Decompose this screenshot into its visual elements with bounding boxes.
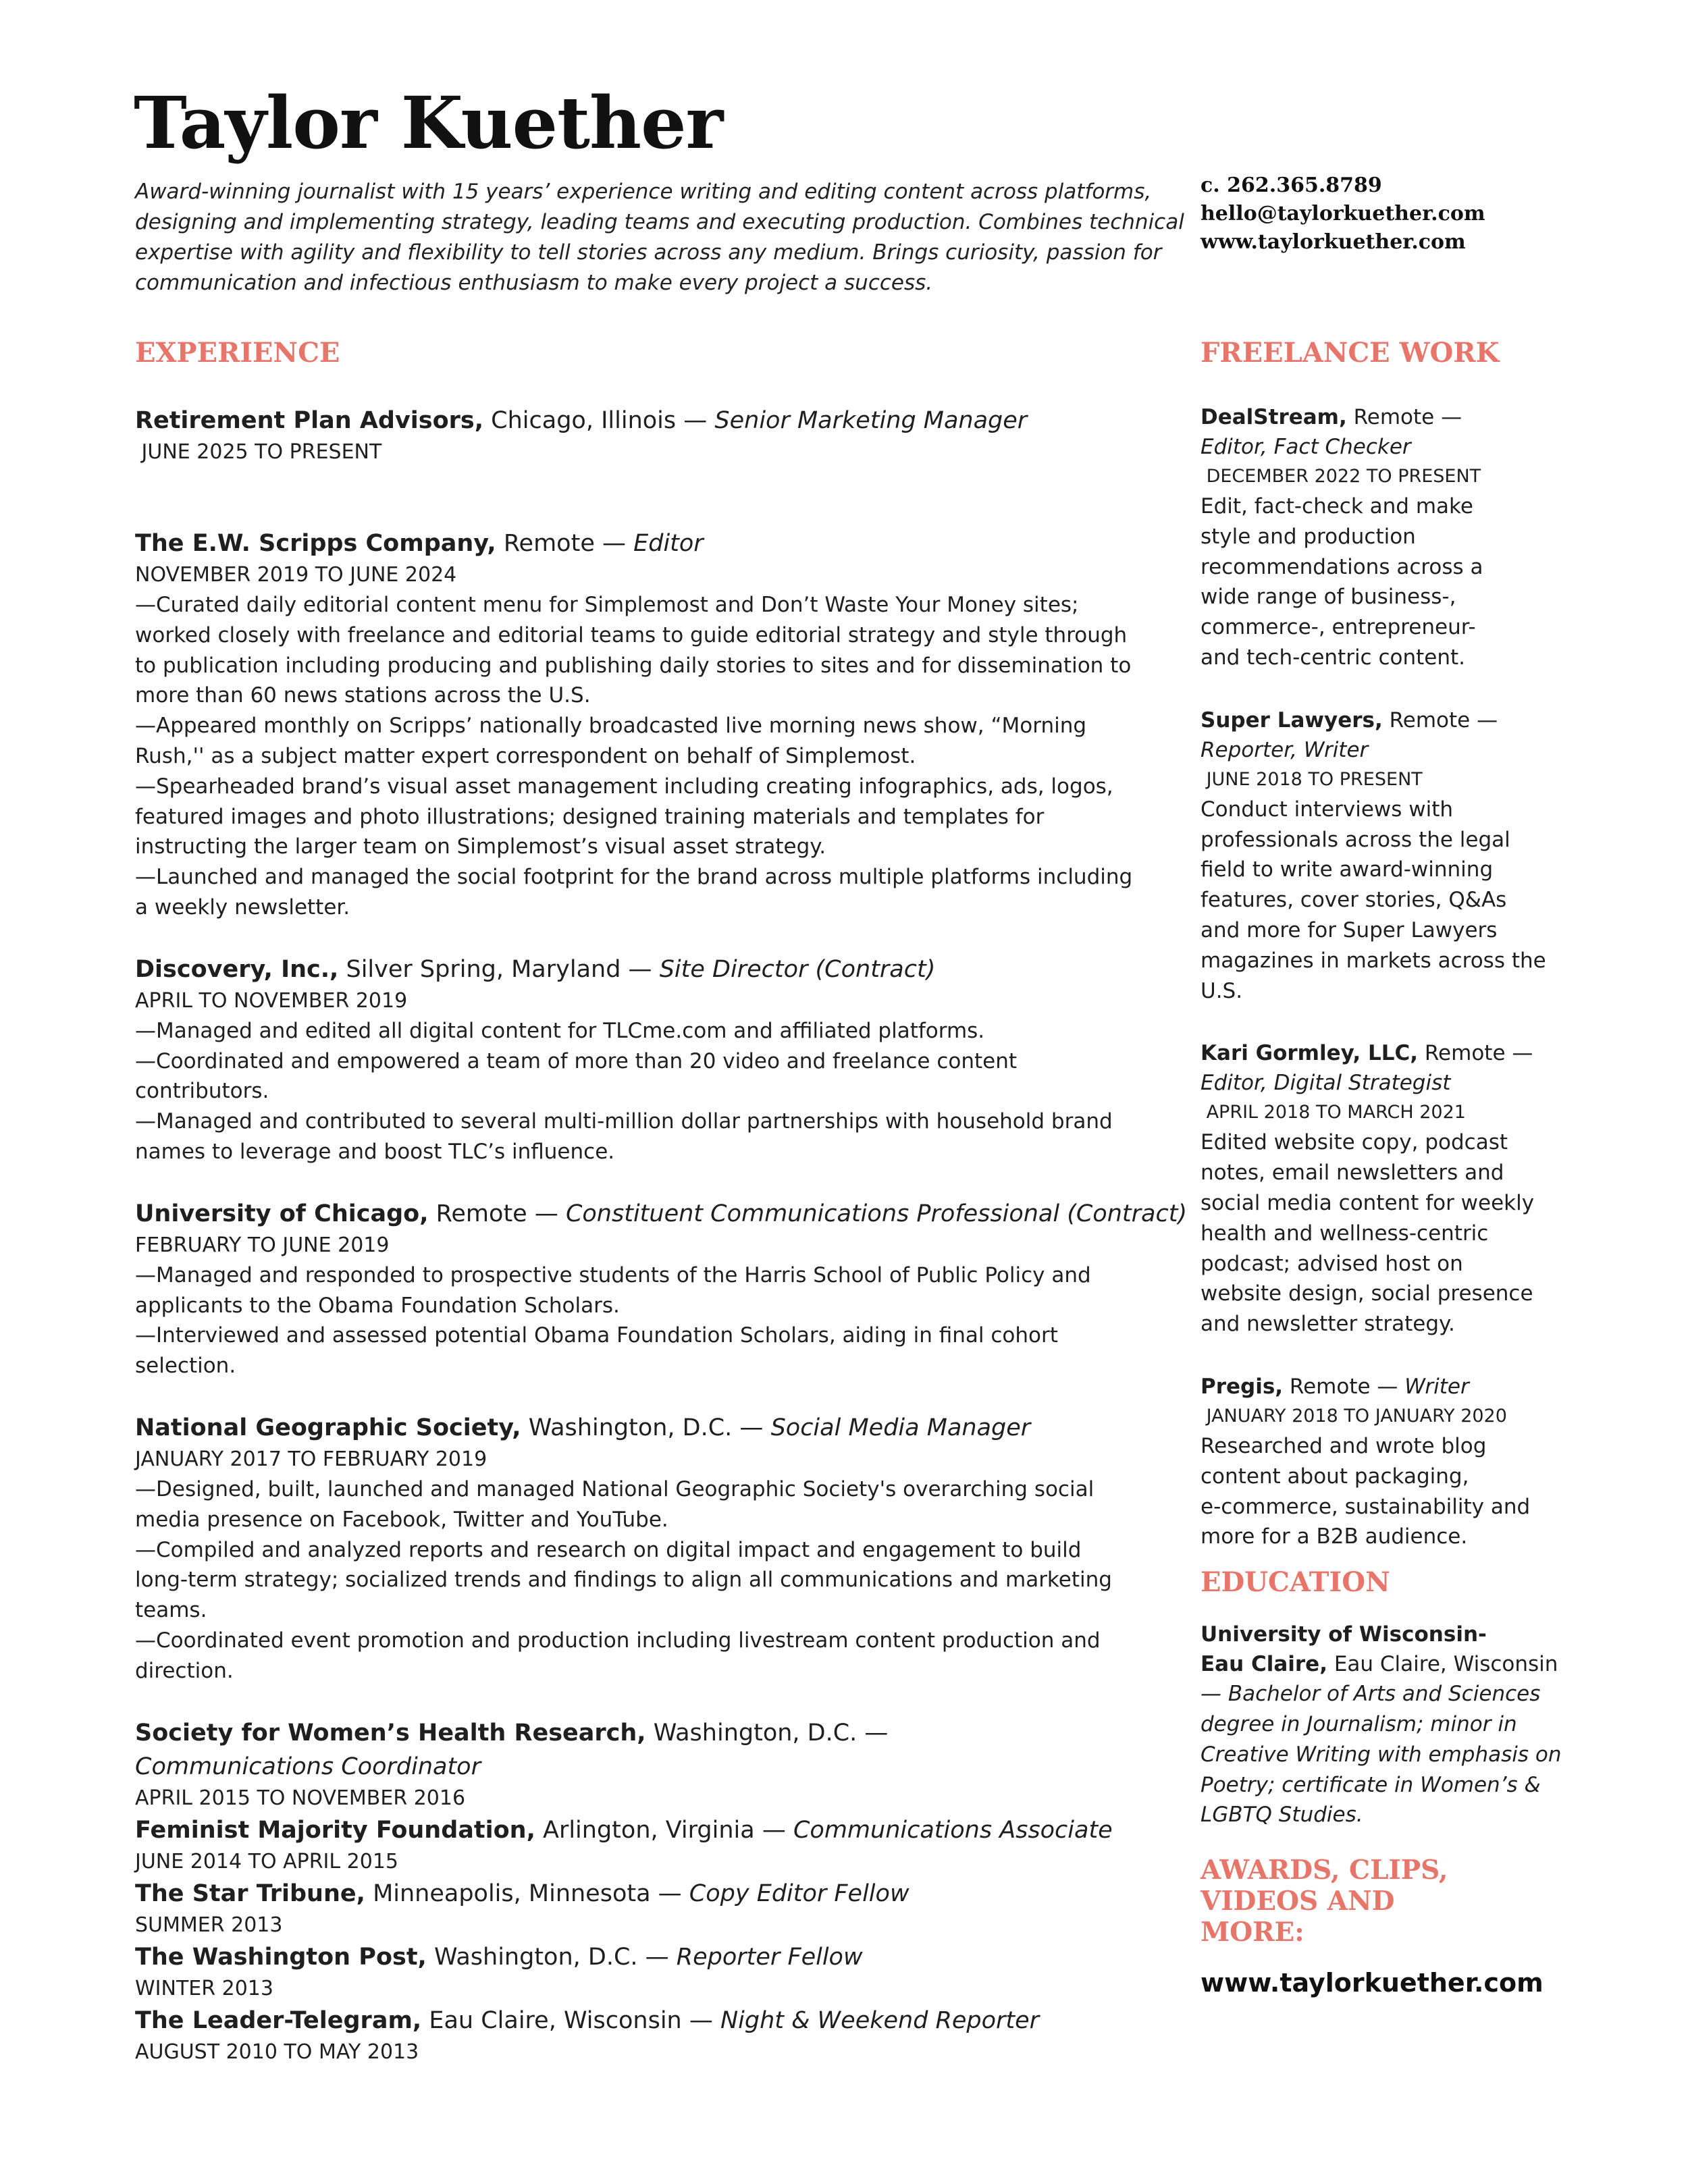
freelance-client: Pregis, (1201, 1374, 1284, 1399)
job-location: Eau Claire, Wisconsin — (421, 2006, 720, 2034)
job-header (135, 404, 1134, 437)
freelance-entry (1201, 705, 1579, 1007)
school-header (1201, 1649, 1579, 1679)
freelance-location: Remote — (1418, 1041, 1533, 1066)
freelance-description-line: style and production (1201, 524, 1416, 549)
freelance-description-line: field to write award-winning (1201, 857, 1494, 882)
summary-line: Award-winning journalist with 15 years’ experience writing and editing content across platforms, (135, 180, 1152, 204)
job-role: Editor (633, 530, 704, 557)
summary-line: designing and implementing strategy, leading teams and executing production. Combines technical (135, 210, 1184, 234)
job-organization: The Star Tribune, (135, 1880, 365, 1907)
job-description-line: direction. (135, 1658, 234, 1683)
job-entry (135, 2004, 1134, 2067)
job-entry (135, 527, 1134, 923)
job-dates: JUNE 2025 TO PRESENT (135, 440, 382, 464)
job-location: Remote — (496, 530, 634, 557)
freelance-description-line: content about packaging, (1201, 1464, 1469, 1489)
job-header (135, 1197, 1188, 1231)
job-description-line: worked closely with freelance and editorial teams to guide editorial strategy and style through (135, 622, 1128, 647)
job-description-line: —Appeared monthly on Scripps’ nationally broadcasted live morning news show, “Morning (135, 714, 1087, 739)
job-entry (135, 1940, 1134, 2004)
job-role: Constituent Communications Professional (Contract) (565, 1200, 1188, 1227)
job-description-line: —Interviewed and assessed potential Obama Foundation Scholars, aiding in final cohort (135, 1323, 1058, 1348)
freelance-location: Remote — (1346, 405, 1462, 429)
freelance-description-line: features, cover stories, Q&As (1201, 888, 1507, 913)
freelance-description-line: e-commerce, sustainability and (1201, 1494, 1531, 1519)
job-entry (135, 1197, 1188, 1381)
freelance-header (1201, 402, 1579, 432)
summary-line: communication and infectious enthusiasm to make every project a success. (135, 271, 933, 295)
awards-heading-line: MORE: (1201, 1917, 1304, 1948)
job-organization: Feminist Majority Foundation, (135, 1816, 535, 1844)
job-entry (135, 1877, 1134, 1940)
job-description-line: a weekly newsletter. (135, 895, 350, 920)
freelance-role: Reporter, Writer (1201, 737, 1369, 762)
job-organization: University of Chicago, (135, 1200, 429, 1227)
job-entry (135, 1411, 1134, 1686)
job-description-line: to publication including producing and publishing daily stories to sites and for dissemination to (135, 653, 1132, 678)
job-role: Reporter Fellow (676, 1943, 863, 1971)
job-location: Washington, D.C. — (645, 1719, 889, 1747)
freelance-entry (1201, 402, 1579, 673)
job-entry (135, 1813, 1134, 1877)
job-description-line: —Managed and contributed to several multi-million dollar partnerships with household brand (135, 1109, 1113, 1134)
job-role: Site Director (Contract) (659, 955, 936, 983)
freelance-role: Editor, Digital Strategist (1201, 1071, 1451, 1096)
freelance-dates: JUNE 2018 TO PRESENT (1201, 768, 1423, 790)
freelance-description-line: and more for Super Lawyers (1201, 917, 1498, 942)
job-header (135, 1411, 1134, 1445)
job-description-line: contributors. (135, 1079, 269, 1104)
freelance-description (1201, 491, 1579, 673)
freelance-header (1201, 705, 1579, 735)
freelance-dates: DECEMBER 2022 TO PRESENT (1201, 466, 1481, 487)
job-organization: The Leader-Telegram, (135, 2006, 422, 2034)
freelance-description-line: podcast; advised host on (1201, 1251, 1463, 1276)
email-address[interactable]: hello@taylorkuether.com (1201, 202, 1485, 225)
job-description-line: Rush,'' as a subject matter expert correspondent on behalf of Simplemost. (135, 743, 916, 768)
job-header (135, 527, 1134, 560)
job-dates: JUNE 2014 TO APRIL 2015 (135, 1849, 398, 1873)
freelance-client: Super Lawyers, (1201, 708, 1383, 733)
freelance-description-line: wide range of business-, (1201, 585, 1456, 610)
job-header (135, 1813, 1134, 1847)
freelance-description-line: website design, social presence (1201, 1281, 1533, 1306)
job-role: Social Media Manager (770, 1414, 1031, 1441)
freelance-description-line: and tech-centric content. (1201, 645, 1465, 670)
freelance-client: DealStream, (1201, 405, 1347, 429)
degree-line: degree in Journalism; minor in (1201, 1711, 1517, 1736)
job-description-line: teams. (135, 1598, 207, 1623)
job-description-line: —Managed and responded to prospective students of the Harris School of Public Policy and (135, 1262, 1091, 1287)
job-header (135, 1877, 1134, 1911)
job-entry (135, 953, 1134, 1167)
job-organization: The Washington Post, (135, 1943, 427, 1971)
freelance-description-line: more for a B2B audience. (1201, 1524, 1468, 1549)
freelance-description-line: recommendations across a (1201, 554, 1483, 579)
job-description-line: —Designed, built, launched and managed National Geographic Society's overarching social (135, 1476, 1094, 1501)
freelance-description-line: health and wellness-centric (1201, 1221, 1489, 1246)
school-name-cont: Eau Claire, (1201, 1652, 1327, 1677)
job-location: Minneapolis, Minnesota — (365, 1880, 689, 1907)
freelance-description-line: commerce-, entrepreneur- (1201, 615, 1476, 640)
job-header (135, 953, 1134, 986)
freelance-description-line: magazines in markets across the (1201, 948, 1546, 973)
freelance-description (1201, 1127, 1579, 1339)
freelance-header (1201, 1372, 1579, 1402)
job-description-line: selection. (135, 1354, 236, 1379)
job-header (135, 1716, 1053, 1784)
freelance-description-line: Edit, fact-check and make (1201, 494, 1473, 518)
job-role: Senior Marketing Manager (714, 407, 1028, 434)
job-location: Washington, D.C. — (426, 1943, 677, 1971)
job-description-line: —Curated daily editorial content menu for Simplemost and Don’t Waste Your Money sites; (135, 593, 1079, 617)
freelance-description-line: professionals across the legal (1201, 827, 1510, 852)
job-dates: NOVEMBER 2019 TO JUNE 2024 (135, 563, 457, 587)
job-description-line: media presence on Facebook, Twitter and YouTube. (135, 1507, 668, 1532)
freelance-location: Remote — (1382, 708, 1498, 733)
freelance-role: Writer (1404, 1374, 1469, 1399)
degree-line: LGBTQ Studies. (1201, 1803, 1363, 1828)
contact-block (1201, 171, 1485, 257)
education-heading: EDUCATION (1201, 1566, 1390, 1599)
job-location: Remote — (428, 1200, 566, 1227)
freelance-entry (1201, 1038, 1579, 1339)
job-description-line: names to leverage and boost TLC’s influence. (135, 1139, 615, 1164)
job-role: Night & Weekend Reporter (720, 2006, 1040, 2034)
freelance-dates: APRIL 2018 TO MARCH 2021 (1201, 1102, 1466, 1123)
degree-line: — Bachelor of Arts and Sciences (1201, 1682, 1541, 1707)
job-description-line: —Managed and edited all digital content for TLCme.com and affiliated platforms. (135, 1018, 985, 1043)
job-dates: FEBRUARY TO JUNE 2019 (135, 1233, 390, 1257)
website-link[interactable]: www.taylorkuether.com (1201, 230, 1466, 254)
awards-heading-line: AWARDS, CLIPS, (1201, 1855, 1448, 1886)
job-role: Communications Coordinator (135, 1753, 481, 1780)
job-description-line: applicants to the Obama Foundation Scholars. (135, 1293, 620, 1318)
professional-summary (135, 177, 1184, 298)
job-organization: Discovery, Inc., (135, 955, 339, 983)
freelance-description (1201, 795, 1579, 1007)
freelance-heading: FREELANCE WORK (1201, 337, 1500, 369)
freelance-description-line: notes, email newsletters and (1201, 1161, 1504, 1186)
experience-heading: EXPERIENCE (135, 337, 340, 369)
job-description-line: —Launched and managed the social footprint for the brand across multiple platforms including (135, 865, 1133, 890)
job-role: Communications Associate (793, 1816, 1113, 1844)
job-location: Silver Spring, Maryland — (338, 955, 660, 983)
job-description-line: —Spearheaded brand’s visual asset management including creating infographics, ads, logos, (135, 774, 1113, 799)
awards-heading (1201, 1855, 1579, 1948)
job-description-line: —Compiled and analyzed reports and research on digital impact and engagement to build (135, 1537, 1082, 1562)
awards-heading-line: VIDEOS AND (1201, 1886, 1395, 1917)
job-dates: SUMMER 2013 (135, 1913, 283, 1937)
freelance-description-line: and newsletter strategy. (1201, 1312, 1455, 1337)
freelance-client: Kari Gormley, LLC, (1201, 1041, 1419, 1066)
job-description-line: —Coordinated and empowered a team of more than 20 video and freelance content (135, 1048, 1018, 1073)
sidebar (1201, 402, 1579, 1998)
degree-line: Poetry; certificate in Women’s & (1201, 1772, 1541, 1797)
job-role: Copy Editor Fellow (689, 1880, 909, 1907)
job-dates: WINTER 2013 (135, 1976, 273, 2000)
job-location: Washington, D.C. — (521, 1414, 771, 1441)
freelance-description-line: U.S. (1201, 978, 1243, 1003)
job-description-line: featured images and photo illustrations; designed training materials and templates for (135, 804, 1045, 829)
freelance-description-line: Edited website copy, podcast (1201, 1130, 1508, 1155)
freelance-entry (1201, 1372, 1579, 1552)
job-entry (135, 404, 1134, 467)
degree-description (1201, 1679, 1579, 1830)
job-description-line: instructing the larger team on Simplemost’s visual asset strategy. (135, 834, 826, 859)
job-location: Chicago, Illinois — (483, 407, 715, 434)
phone-number: c. 262.365.8789 (1201, 174, 1382, 197)
job-location: Arlington, Virginia — (535, 1816, 793, 1844)
freelance-description-line: Conduct interviews with (1201, 797, 1454, 822)
job-dates: APRIL 2015 TO NOVEMBER 2016 (135, 1786, 466, 1810)
summary-line: expertise with agility and flexibility to tell stories across any medium. Brings curiosity, passion for (135, 240, 1162, 265)
freelance-role: Editor, Fact Checker (1201, 435, 1411, 459)
freelance-description-line: social media content for weekly (1201, 1190, 1535, 1215)
job-header (135, 1940, 1134, 1974)
degree-line: Creative Writing with emphasis on (1201, 1742, 1562, 1767)
job-header (135, 2004, 1134, 2037)
portfolio-link[interactable]: www.taylorkuether.com (1201, 1968, 1544, 1998)
freelance-location: Remote — (1283, 1374, 1405, 1399)
school-name: University of Wisconsin- (1201, 1622, 1487, 1647)
education-entry (1201, 1620, 1579, 1830)
job-organization: The E.W. Scripps Company, (135, 530, 496, 557)
job-organization: Retirement Plan Advisors, (135, 407, 484, 434)
freelance-header (1201, 1038, 1579, 1068)
job-description-line: —Coordinated event promotion and production including livestream content production and (135, 1628, 1101, 1653)
freelance-dates: JANUARY 2018 TO JANUARY 2020 (1201, 1405, 1507, 1427)
job-dates: APRIL TO NOVEMBER 2019 (135, 988, 408, 1013)
job-dates: AUGUST 2010 TO MAY 2013 (135, 2040, 419, 2064)
job-dates: JANUARY 2017 TO FEBRUARY 2019 (135, 1447, 487, 1471)
experience-section (135, 404, 1188, 2067)
freelance-description-line: Researched and wrote blog (1201, 1433, 1487, 1458)
job-description-line: long-term strategy; socialized trends and findings to align all communications and marketing (135, 1568, 1112, 1593)
freelance-description (1201, 1431, 1579, 1552)
job-organization: Society for Women’s Health Research, (135, 1719, 646, 1747)
job-description-line: more than 60 news stations across the U.S. (135, 683, 591, 708)
school-location: Eau Claire, Wisconsin (1327, 1652, 1558, 1677)
job-organization: National Geographic Society, (135, 1414, 521, 1441)
candidate-name: Taylor Kuether (134, 80, 723, 165)
job-entry (135, 1716, 1134, 1813)
